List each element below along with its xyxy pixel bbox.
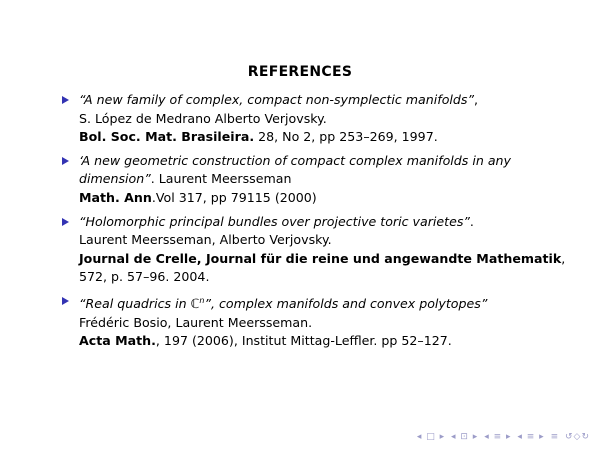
- reference-authors: Laurent Meersseman: [154, 171, 292, 187]
- reference-journal: Acta Math.: [79, 333, 156, 349]
- superscript-n: n: [199, 295, 205, 305]
- reference-title-line: [79, 213, 582, 232]
- reference-source-line: [79, 332, 582, 351]
- reference-details: 28, No 2, pp 253–269, 1997.: [254, 129, 438, 145]
- reference-list: [62, 91, 582, 356]
- reference-title-post: ”, complex manifolds and convex polytopes”: [204, 296, 488, 312]
- beamer-navigation-bar: [415, 432, 590, 442]
- subsection-nav-icon[interactable]: ◂ ≡ ▸: [484, 432, 512, 442]
- reference-title-cont: dimension”: [79, 171, 151, 187]
- reference-journal: Journal de Crelle, Journal für die reine und angewandte Mathematik: [79, 250, 562, 266]
- search-icon[interactable]: ↺◇↻: [564, 432, 590, 442]
- reference-title-suffix: ,: [473, 92, 478, 107]
- reference-title-pre: “Real quadrics in: [79, 296, 191, 312]
- reference-title-line: [79, 292, 582, 314]
- reference-details: .Vol 317, pp 79115 (2000): [151, 189, 317, 205]
- triangle-bullet-icon: [62, 96, 69, 104]
- reference-title-line: [79, 170, 582, 189]
- reference-title: “Holomorphic principal bundles over projective toric varietes”: [79, 213, 470, 229]
- reference-item: [62, 213, 582, 287]
- reference-journal-suffix: ,: [561, 250, 566, 266]
- reference-authors: S. López de Medrano Alberto Verjovsky.: [79, 110, 327, 126]
- reference-journal: Bol. Soc. Mat. Brasileira.: [79, 129, 255, 145]
- triangle-bullet-icon: [62, 218, 69, 226]
- reference-title: “A new family of complex, compact non-symplectic manifolds”: [79, 92, 474, 107]
- triangle-bullet-icon: [62, 297, 69, 305]
- reference-authors: Laurent Meersseman, Alberto Verjovsky.: [79, 232, 332, 248]
- reference-title: ‘A new geometric construction of compact complex manifolds in any: [79, 152, 511, 168]
- reference-source-line: [79, 189, 582, 208]
- reference-title-suffix: .: [150, 171, 155, 187]
- reference-source-line: [79, 250, 582, 269]
- reference-source-line: [79, 128, 582, 147]
- frame-nav-icon[interactable]: ◂ □ ▸: [416, 432, 446, 442]
- complex-numbers-symbol: ℂ: [190, 296, 200, 312]
- reference-item: [62, 292, 582, 351]
- page-title: REFERENCES: [247, 64, 353, 80]
- reference-title-line: [79, 91, 582, 110]
- reference-item: [62, 152, 582, 208]
- reference-authors: Frédéric Bosio, Laurent Meersseman.: [79, 314, 313, 330]
- reference-title-suffix: .: [469, 213, 474, 229]
- reference-item: [62, 91, 582, 147]
- triangle-bullet-icon: [62, 157, 69, 165]
- subsubsection-nav-icon[interactable]: ◂ ≡ ▸: [517, 432, 545, 442]
- reference-details: , 197 (2006), Institut Mittag-Leffler. pp 52–127.: [155, 333, 452, 349]
- reference-journal: Math. Ann: [79, 189, 152, 205]
- align-icon[interactable]: ≡: [550, 432, 560, 442]
- section-nav-icon[interactable]: ◂ ⊡ ▸: [451, 432, 479, 442]
- reference-details: 572, p. 57–96. 2004.: [79, 269, 210, 285]
